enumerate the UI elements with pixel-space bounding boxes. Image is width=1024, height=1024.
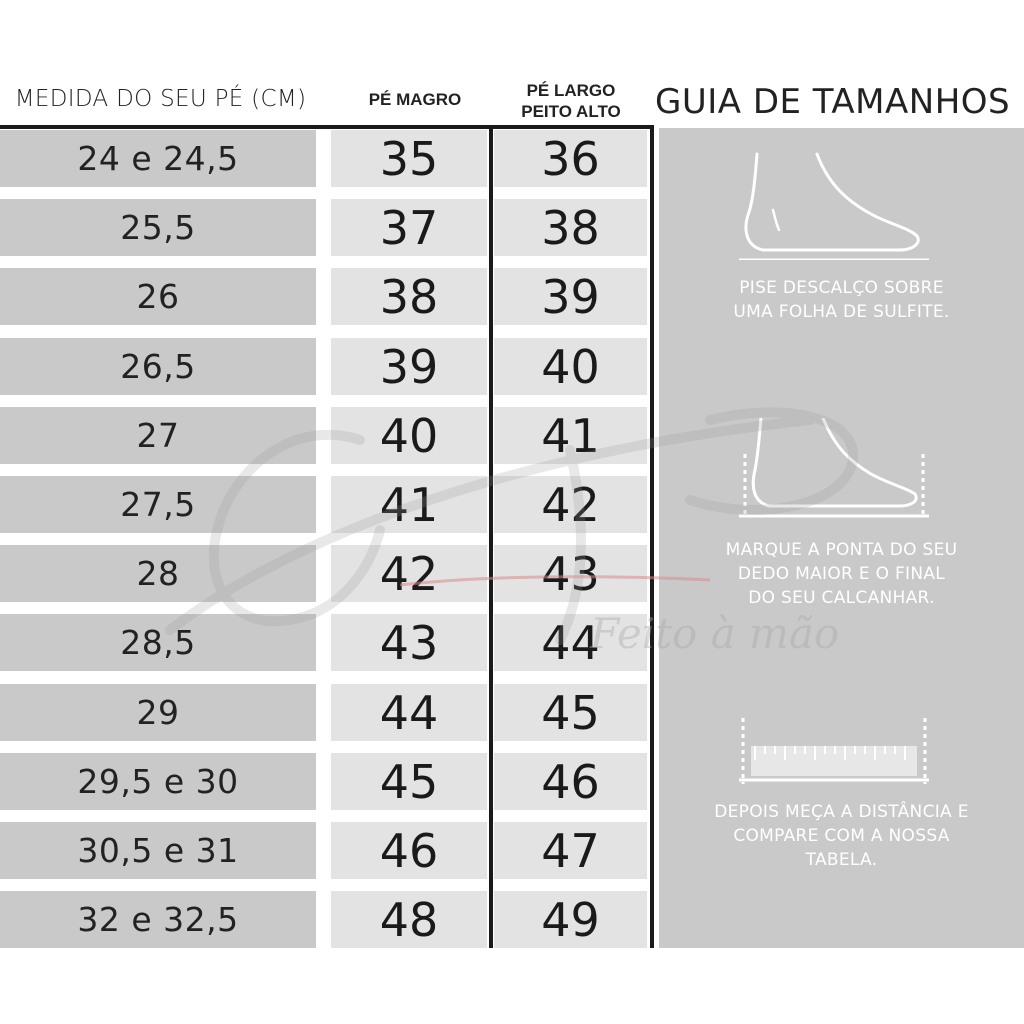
cell-wide [494,822,647,879]
cell-measure [0,891,316,948]
guide-step2-line2: DEDO MAIOR E O FINAL [737,564,946,584]
cell-thin [331,614,487,671]
cell-measure-value: 29,5 e 30 [77,762,239,801]
cell-thin [331,684,487,741]
cell-measure-value: 32 e 32,5 [77,900,239,939]
cell-thin [331,130,487,187]
cell-wide [494,268,647,325]
cell-measure [0,268,316,325]
table-right-divider [650,125,654,948]
cell-thin-value: 46 [379,823,439,878]
guide-step3-line2: COMPARE COM A NOSSA [733,826,950,846]
header-wide-foot [496,80,646,122]
cell-thin-value: 37 [379,200,439,255]
ruler-icon [739,716,929,786]
cell-measure [0,684,316,741]
column-divider [489,125,493,948]
cell-wide-value: 42 [541,477,600,532]
guide-step2-text [659,538,1024,610]
cell-measure-value: 25,5 [120,208,196,247]
cell-wide-value: 40 [541,339,600,394]
cell-wide [494,684,647,741]
cell-thin-value: 41 [379,477,439,532]
foot-marked-icon [739,418,929,518]
cell-measure-value: 28,5 [120,623,196,662]
cell-wide-value: 47 [541,823,600,878]
cell-measure-value: 24 e 24,5 [77,139,239,178]
guide-step3-line1: DEPOIS MEÇA A DISTÂNCIA E [714,802,969,822]
cell-thin-value: 45 [379,754,439,809]
foot-icon [739,150,929,260]
cell-wide [494,476,647,533]
header-wide-line2: PEITO ALTO [521,102,621,121]
cell-wide [494,199,647,256]
cell-thin [331,476,487,533]
cell-wide [494,614,647,671]
table-top-divider [0,125,654,129]
cell-wide [494,753,647,810]
cell-wide-value: 49 [541,892,600,947]
cell-thin-value: 48 [379,892,439,947]
guide-title: GUIA DE TAMANHOS [655,82,1011,122]
cell-wide [494,545,647,602]
cell-thin-value: 42 [379,546,439,601]
cell-wide [494,407,647,464]
cell-thin [331,338,487,395]
guide-step3-line3: TABELA. [805,850,878,870]
cell-thin-value: 35 [379,131,439,186]
cell-measure-value: 28 [136,554,180,593]
cell-measure [0,338,316,395]
guide-step2-line3: DO SEU CALCANHAR. [748,588,935,608]
cell-thin-value: 39 [379,339,439,394]
cell-thin-value: 38 [379,269,439,324]
cell-thin [331,268,487,325]
cell-measure-value: 30,5 e 31 [77,831,239,870]
cell-thin [331,891,487,948]
guide-step3-text [659,800,1024,872]
cell-thin [331,199,487,256]
header-wide-line1: PÉ LARGO [526,81,616,100]
cell-measure [0,130,316,187]
cell-wide [494,130,647,187]
guide-step1-line1: PISE DESCALÇO SOBRE [739,278,944,298]
header-measure: MEDIDA DO SEU PÉ (CM) [14,86,307,112]
watermark-tagline: Feito à mão [590,609,840,658]
cell-wide-value: 39 [541,269,600,324]
cell-measure-value: 26 [136,277,180,316]
cell-wide-value: 36 [541,131,600,186]
guide-panel [659,128,1024,948]
header-thin-foot: PÉ MAGRO [368,90,462,109]
cell-wide-value: 44 [541,615,600,670]
cell-thin-value: 43 [379,615,439,670]
cell-measure [0,545,316,602]
cell-wide-value: 38 [541,200,600,255]
cell-measure [0,822,316,879]
cell-wide [494,338,647,395]
guide-step2-line1: MARQUE A PONTA DO SEU [725,540,958,560]
cell-wide-value: 41 [541,408,600,463]
cell-wide-value: 45 [541,685,600,740]
cell-measure [0,407,316,464]
cell-wide-value: 46 [541,754,600,809]
cell-measure [0,199,316,256]
cell-wide [494,891,647,948]
cell-measure [0,614,316,671]
cell-thin-value: 44 [379,685,439,740]
cell-thin [331,545,487,602]
cell-measure [0,753,316,810]
cell-measure-value: 29 [136,693,180,732]
cell-measure-value: 26,5 [120,347,196,386]
cell-measure [0,476,316,533]
cell-thin [331,753,487,810]
cell-thin [331,822,487,879]
cell-thin [331,407,487,464]
cell-wide-value: 43 [541,546,600,601]
guide-step1-line2: UMA FOLHA DE SULFITE. [733,302,950,322]
cell-thin-value: 40 [379,408,439,463]
guide-step1-text [659,276,1024,324]
cell-measure-value: 27 [136,416,180,455]
cell-measure-value: 27,5 [120,485,196,524]
